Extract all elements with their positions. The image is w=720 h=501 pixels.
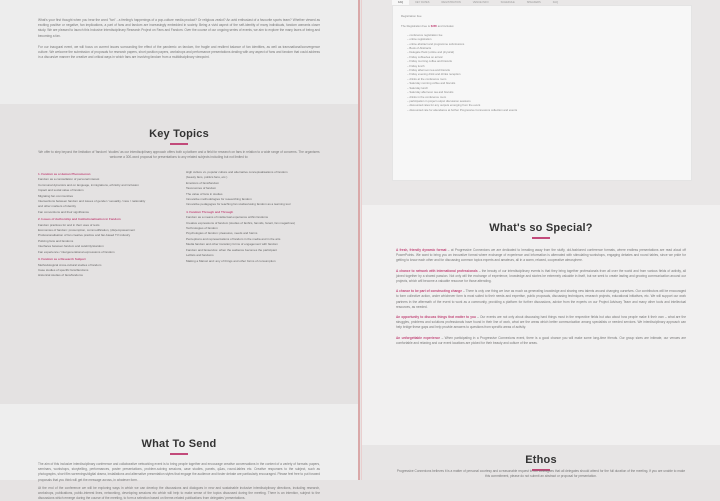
topic-item: Fan conventions and their significance	[38, 209, 90, 214]
topic-item: Policing fans and fandoms	[38, 238, 74, 243]
special-item-lead: An unforgettable experience	[396, 335, 441, 340]
topic-item: The value of fans in studies	[186, 191, 223, 196]
topic-heading: 2. Issues of Authorship and Institutionalisation in Fandom	[38, 217, 121, 222]
topic-item: Impact and social value of fandom	[38, 188, 84, 193]
topic-item: Media fandom and other transitory forms of engagement with fandom	[186, 242, 278, 247]
bullet-dash-icon: –	[407, 59, 410, 64]
special-item-text: – When participating in a Progressive Connexions event, there is a good chance you will make some long-time friends. Our group sizes are intimate, our venues are comfortable and relaxing and our event locations are picked for their beauty and culture of the areas.	[396, 335, 687, 345]
tab-item[interactable]: KEY DATES	[415, 1, 430, 4]
special-item	[396, 336, 686, 346]
what-to-send-rule	[170, 453, 188, 455]
registration-item-text: Delegate Pack (online and physical)	[409, 50, 454, 55]
special-item-text: – at Progressive Connexions we are dedicated to breaking away from the stuffy, old-fashioned conference formats, where endless presentations are read aloud off PowerPoints. We want to bring you an innovative format where exchange of experience and information is alternated with stimulating workshops, engaging debates and round tables, since we pride for getting to know each other and for discussing common topics experts and amateurs, all in a warm, relaxed, cooperative atmosphere.	[396, 248, 686, 263]
what-to-send-text	[38, 462, 320, 501]
bullet-dash-icon: –	[407, 72, 410, 77]
bullet-dash-icon: –	[407, 76, 410, 81]
bullet-dash-icon: –	[407, 85, 410, 90]
ethos-text: Progressive Connexions believes it is a matter of personal courtesy and a reasonable request to our colleagues that all delegates should attend for the full duration of the meeting. If you are unable to make this commitment, please do not submit an abstract or proposal for presentation.	[396, 469, 686, 479]
topic-item: Fandom practices for and in their uses of texts	[38, 222, 100, 227]
topic-item: Fan experience / intergenerational expressions of fandom	[38, 249, 115, 254]
bullet-dash-icon: –	[407, 37, 410, 42]
topic-item: Methodological cross-cultural studies of fandom	[38, 262, 102, 267]
bullet-dash-icon: –	[407, 50, 410, 55]
registration-item-text: Saturday afternoon tea and biscuits	[409, 90, 454, 95]
special-rule	[532, 237, 550, 239]
tab-item[interactable]: SCHEDULE	[500, 1, 515, 4]
registration-item-text: drinks in the conference room	[409, 94, 447, 99]
topic-item: Taxonomies of fandom	[186, 186, 217, 191]
topic-item: Technologies of fandom	[186, 226, 218, 231]
registration-item-text: discounted rates for any outputs emerging from the event	[409, 103, 481, 108]
what-to-send-title: What To Send	[141, 438, 217, 450]
special-item-text: – the beauty of our interdisciplinary events is that they bring together professionals from all over the world and from various fields of activity, all joined together by a shared passion. Not only will the exchange of experience, knowledge and stories be extremely valuable in itself, but we seek to create lasting and growing communication around our projects, which will become a valuable resource for those attending.	[396, 268, 686, 284]
special-list	[396, 248, 686, 351]
topic-item: Migrating fan communities	[38, 193, 74, 198]
intro-text	[38, 18, 320, 63]
bullet-dash-icon: –	[407, 81, 410, 86]
registration-item	[401, 108, 683, 112]
bullet-dash-icon: –	[407, 68, 410, 73]
topics-left-column	[38, 170, 148, 279]
what-to-send-header	[0, 438, 358, 455]
registration-item-text: Friday afternoon tea and biscuits	[409, 68, 450, 73]
topic-item: Intersections between fandom and issues of gender / sexuality / race / nationality and other markers of identity	[38, 199, 146, 209]
registration-note: The Registration Fee is $385 and includes:	[401, 24, 455, 29]
topic-item: Creative expressions of fandom (studies of fanfics, fanvids, fanart, fan magazines)	[186, 220, 296, 225]
bullet-dash-icon: –	[407, 94, 410, 99]
topic-item: Communal dynamics and on language, immigrations, ethnicity and inclusion	[38, 182, 139, 187]
intro-paragraph-2: For our inaugural event, we will focus on current issues surrounding the effect of the pandemic on fandom, the fragile and resilient balance of fan identities, as well as transnational/convergence culture. We welcome the submission of proposals for research papers, short position papers, workshops and performance presentations dealing with any aspect of fans and fandom that could address in a discursive manner the creative and critical ways in which fans are involving fandom from a multidisciplinary viewpoint.	[38, 44, 320, 60]
bullet-dash-icon: –	[407, 54, 410, 59]
bullet-dash-icon: –	[407, 103, 410, 108]
registration-item-text: Saturday lunch	[409, 85, 429, 90]
key-topics-intro: We offer to step beyond the limitation of 'fandom' 'studies' as our interdisciplinary approach offers both a platform and a field for research on fans in relation to a wide range of concerns. The organisers welcome a 300-word proposal for presentations to any related subjects including but not limited to:	[38, 150, 320, 160]
special-title: What's so Special?	[489, 222, 593, 234]
topic-item: Case studies of specific fans/fandoms	[38, 267, 89, 272]
topic-item: Emotions of fans/fandom	[186, 180, 220, 185]
what-to-send-paragraph-1: The aim of this inclusive interdisciplinary conference and collaborative networking event is to bring people together and encourage creative conversations in the context of a variety of formats: papers, seminars, workshops, storytelling, performances, poster presentations, problem-solving sessions, case studies, panels, q&as, round-tables etc. Creative responses to the subject, such as photographs, short film screenings/digital drama, installations and alternative presentation styles that engage the audience and foster debate are particularly encouraged. Please feel free to put forward proposals that you think will get the message across, in whatever form.	[38, 462, 320, 482]
special-item-text: – Our events are not only about discussing hard things most in the respective fields but also about how people make it their own – what are the struggles, problems and solutions professionals have found in their line of work, what are the areas which better communication among specialists or needed services. We interdisciplinary approach can help bridge these gaps and help provide answers to questions from specific areas of activity.	[396, 315, 686, 330]
key-topics-header	[0, 128, 358, 145]
special-item-lead: A chance to network with international professionals	[396, 268, 478, 273]
column-divider	[358, 0, 360, 480]
registration-item-text: discounted rate for attendance at further Progressive Connexions collection and events	[409, 107, 518, 112]
special-item-lead: A fresh, friendly dynamic format	[396, 248, 447, 252]
registration-heading: Registration Fee	[401, 14, 422, 18]
tab-item[interactable]: VENUE INFO	[472, 1, 489, 4]
topic-item: Professionalisation of fan creative practice and fan-based TV industry	[38, 233, 131, 238]
topic-heading: 1. Fandom as a Human Phenomenon	[38, 172, 91, 176]
intro-paragraph-1: What's your first thought when you hear the word "fan" - a feeling's happenings of a pop-culture media product? Or religious zealot? An avid enthusiast of a favourite sports team? Whether viewed as exciting positive or negative, fan implications, a part of fans and fandom are increasingly embedded in society. Being a vivid aspect of the self-identity of many individuals, fandom warrants closer study. We are pleased to launch this Inclusive Interdisciplinary Research Project on Fans and Fandom. Over the course of our ongoing series of events, we aim to explore the many faces of being and becoming a fan.	[38, 18, 320, 38]
tab-item[interactable]: FAQ	[392, 0, 409, 5]
special-item-text: – There is only one thing we love as much as generating knowledge and sharing new talents around changing ourselves. Our contributors will be encouraged to form collective action, under whichever form is most suited to their needs and expertise, public proposals, discussing techniques, research projects, educational initiatives, etc. We will support our work partners in the aftermath of the event to work as a community, providing a platform for further discussions, advice from the experts on our Project Advisory Team and many other tools and intellectual resources, as needed.	[396, 289, 687, 309]
what-to-send-paragraph-2: At the end of the conference we will be exploring ways in which we can develop the discussions and dialogues in new and sustainable inclusive interdisciplinary directions, including research, workshops, publications, public-interest lines, networking, developing sessions etc which will help to make sense of the topics discussed during the meeting. There is an intention, subject to the discussions which emerge during the course of the meeting, to form a selection based on theme-related publications from delegates' presentations.	[38, 485, 320, 501]
tab-item[interactable]: REGISTRATION	[441, 1, 461, 4]
special-header	[362, 222, 720, 239]
topic-item: Fandom and fanservice: when the audience becomes the participant	[186, 247, 277, 252]
registration-item-text: online registration	[409, 37, 432, 42]
registration-panel	[392, 5, 692, 181]
topic-item: Innovative pedagogies for teaching fan studies/using fandom as a learning tool	[186, 202, 291, 207]
topic-item: Fandom as a means of intellectual experience within fandoms	[186, 215, 269, 220]
registration-item-text: Saturday morning coffee and biscuits	[409, 81, 456, 86]
ethos-title: Ethos	[525, 454, 557, 466]
registration-item-text: Friday coffee/tea on arrival	[409, 54, 443, 59]
topic-item: Perceptions and representations of fandom in the media and in the arts	[186, 236, 281, 241]
bullet-dash-icon: –	[407, 90, 410, 95]
special-item	[396, 289, 686, 310]
key-topics-list	[38, 170, 320, 279]
registration-item-text: participation in project output discussion sessions	[409, 98, 471, 103]
registration-item-text: conference registration fee	[409, 32, 443, 37]
topic-item: Interfaces between fandom and celebrity/stardom	[38, 244, 104, 249]
special-item-lead: An opportunity to discuss things that matter to you	[396, 315, 476, 320]
registration-item-text: online abstract and programme submissions	[409, 41, 465, 46]
topic-item: Making a Marvel and: any of things and other forms of consumption	[186, 258, 276, 263]
topic-item: Historical studies of fans/fandoms	[38, 273, 83, 278]
topic-item: Psychologies of fandom: pleasures, needs and harms	[186, 231, 258, 236]
registration-item-text: Book of Abstracts	[409, 46, 432, 51]
registration-item-text: Friday evening drink and drinks reception	[409, 72, 461, 77]
registration-item-text: drinks at the conference room	[409, 76, 447, 81]
registration-items	[401, 33, 683, 112]
key-topics-rule	[170, 143, 188, 145]
topic-item: Leftists and fandoms	[186, 253, 214, 258]
bullet-dash-icon: –	[407, 98, 410, 103]
tab-item[interactable]: FAQ	[552, 1, 558, 4]
bullet-dash-icon: –	[407, 46, 410, 51]
topic-heading: 3. Fandom as a Research Subject	[38, 257, 86, 262]
topics-right-column	[186, 170, 296, 279]
key-topics-title: Key Topics	[149, 128, 209, 140]
special-item	[396, 315, 686, 331]
special-item-lead: A chance to be part of constructing change	[396, 289, 463, 294]
tab-item[interactable]: SPEAKERS	[526, 1, 541, 4]
topic-item: Innovative methodologies for researching fandom	[186, 197, 252, 202]
bullet-dash-icon: –	[407, 63, 410, 68]
special-item	[396, 269, 686, 285]
registration-item-text: Friday lunch	[409, 63, 425, 68]
registration-item-text: Friday morning coffee and biscuits	[409, 59, 452, 64]
topic-item: Fandom as a constellation of personal interest	[38, 177, 100, 182]
topic-heading: 4. Fandom Through and Through	[186, 209, 234, 214]
bullet-dash-icon: –	[407, 41, 410, 46]
topic-item: Economies of fandom: prosumption, commodification, (dis)empowerment	[38, 228, 136, 233]
registration-fee-amount: $385	[430, 24, 437, 29]
bullet-dash-icon: –	[407, 32, 410, 37]
special-item	[396, 248, 686, 264]
topic-item: High culture vs. popular culture and alternative conceptualisations of fandom (beauty fans, politics fans, etc.)	[186, 170, 288, 180]
bullet-dash-icon: –	[407, 107, 410, 112]
